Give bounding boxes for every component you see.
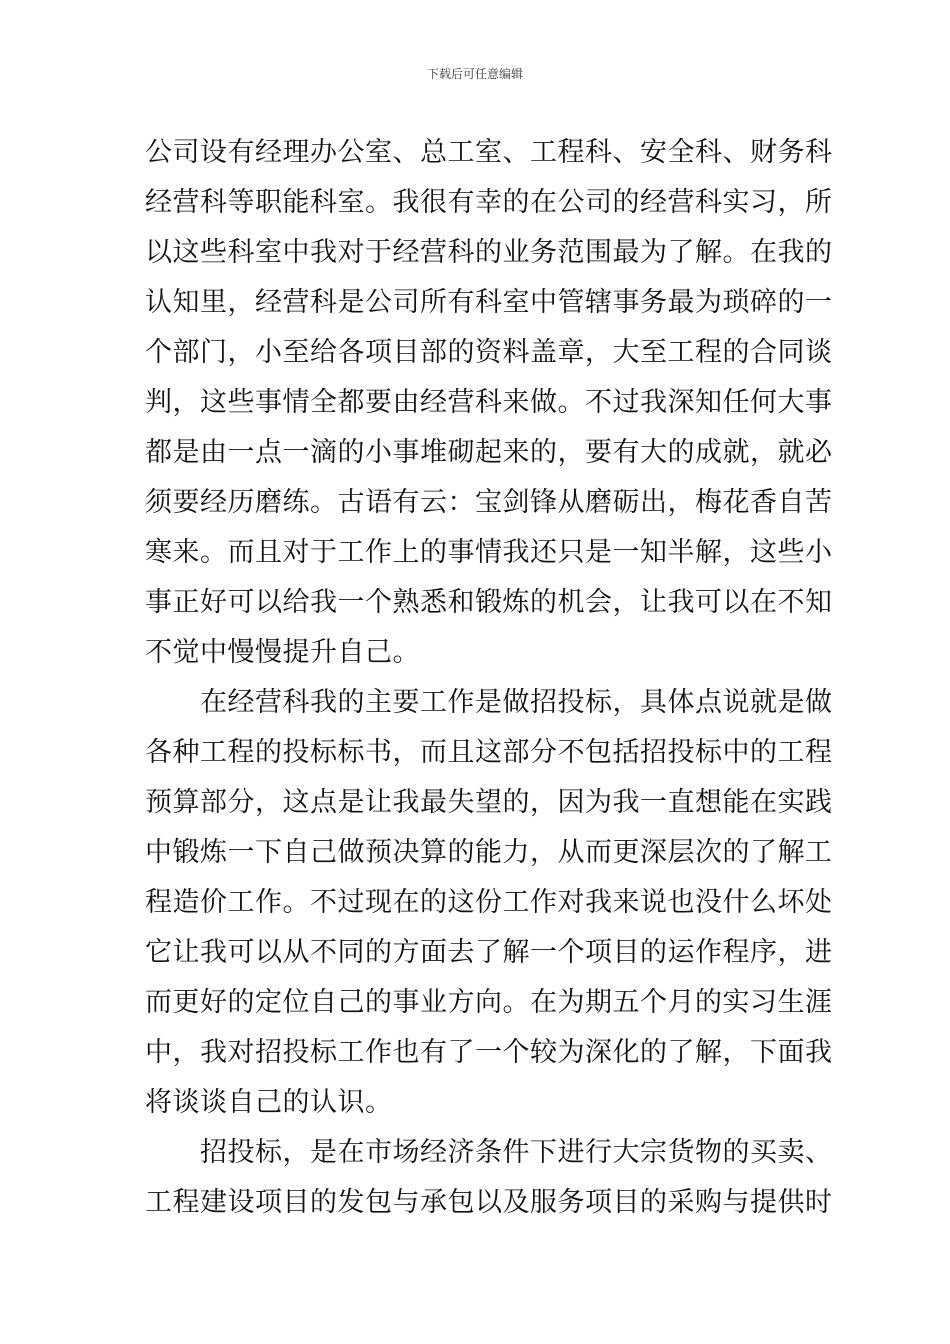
text-line: 招投标，是在市场经济条件下进行大宗货物的买卖、	[145, 1137, 833, 1168]
text-line: 判，这些事情全都要由经营科来做。不过我深知任何大事	[145, 387, 833, 418]
text-line: 个部门，小至给各项目部的资料盖章，大至工程的合同谈	[145, 337, 833, 368]
text-line: 须要经历磨练。古语有云：宝剑锋从磨砺出，梅花香自苦	[145, 487, 833, 518]
text-line: 程造价工作。不过现在的这份工作对我来说也没什么坏处	[145, 887, 833, 918]
text-line: 在经营科我的主要工作是做招投标，具体点说就是做	[145, 687, 833, 718]
text-line: 经营科等职能科室。我很有幸的在公司的经营科实习，所	[145, 187, 833, 218]
text-line: 预算部分，这点是让我最失望的，因为我一直想能在实践	[145, 787, 833, 818]
text-line: 不觉中慢慢提升自己。	[145, 637, 420, 668]
text-line: 公司设有经理办公室、总工室、工程科、安全科、财务科	[145, 137, 833, 168]
text-line: 认知里，经营科是公司所有科室中管辖事务最为琐碎的一	[145, 287, 833, 318]
text-line: 寒来。而且对于工作上的事情我还只是一知半解，这些小	[145, 537, 833, 568]
text-line: 事正好可以给我一个熟悉和锻炼的机会，让我可以在不知	[145, 587, 833, 618]
text-line: 各种工程的投标标书，而且这部分不包括招投标中的工程	[145, 737, 833, 768]
text-line: 将谈谈自己的认识。	[145, 1087, 393, 1118]
page-header: 下载后可任意编辑	[426, 67, 523, 81]
text-line: 它让我可以从不同的方面去了解一个项目的运作程序，进	[145, 937, 833, 968]
text-line: 而更好的定位自己的事业方向。在为期五个月的实习生涯	[145, 987, 833, 1018]
text-line: 工程建设项目的发包与承包以及服务项目的采购与提供时	[145, 1187, 833, 1218]
text-line: 中，我对招投标工作也有了一个较为深化的了解，下面我	[145, 1037, 833, 1068]
body-text	[145, 128, 833, 1228]
text-line: 中锻炼一下自己做预决算的能力，从而更深层次的了解工	[145, 837, 833, 868]
text-line: 都是由一点一滴的小事堆砌起来的，要有大的成就，就必	[145, 437, 833, 468]
text-line: 以这些科室中我对于经营科的业务范围最为了解。在我的	[145, 237, 833, 268]
